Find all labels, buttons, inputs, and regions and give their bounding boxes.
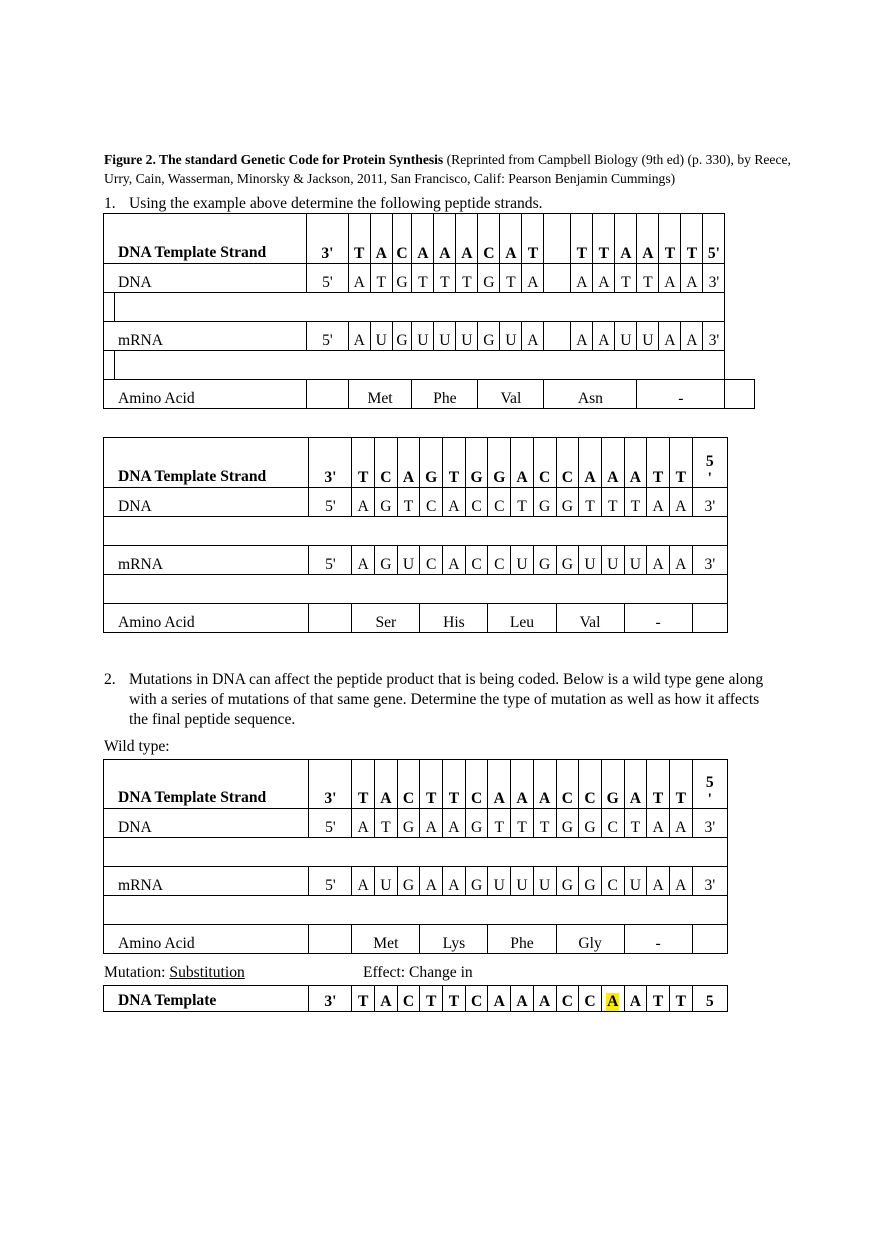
mrna-row: [104, 867, 728, 896]
base: G: [556, 809, 579, 838]
base: A: [669, 809, 692, 838]
base: T: [500, 264, 522, 293]
end-3-prime: 3': [692, 546, 727, 575]
base: T: [397, 488, 420, 517]
spacer-cell: [104, 575, 728, 604]
base: G: [420, 438, 443, 488]
end-5-prime: 5 ': [692, 760, 727, 809]
spacer-cell: [104, 838, 728, 867]
base: A: [669, 867, 692, 896]
base: C: [478, 214, 500, 264]
base: G: [556, 488, 579, 517]
genetic-table-2: [103, 437, 728, 633]
base: G: [579, 809, 602, 838]
genetic-table-1: [103, 213, 755, 409]
amino-acid: His: [420, 604, 488, 633]
base: T: [669, 986, 692, 1012]
empty-cell: [309, 925, 352, 954]
end-3-prime: 3': [692, 809, 727, 838]
base: U: [397, 546, 420, 575]
base: C: [556, 438, 579, 488]
base: A: [375, 760, 398, 809]
base: C: [397, 986, 420, 1012]
amino-acid: Lys: [420, 925, 488, 954]
base: A: [669, 546, 692, 575]
base: G: [397, 809, 420, 838]
end-3-prime: 3': [307, 214, 349, 264]
base: A: [352, 867, 375, 896]
mutation-effect: Effect: Change in: [363, 964, 473, 981]
spacer-mark: [104, 293, 115, 321]
base: A: [443, 488, 466, 517]
wild-type-label: Wild type:: [104, 738, 170, 755]
amino-acid-row: [104, 925, 728, 954]
base: C: [375, 438, 398, 488]
base: T: [443, 760, 466, 809]
end-3-prime: 3': [703, 322, 725, 351]
base: A: [624, 760, 647, 809]
base: G: [465, 809, 488, 838]
base: T: [420, 986, 443, 1012]
base: T: [669, 760, 692, 809]
base: T: [615, 264, 637, 293]
base: T: [647, 986, 670, 1012]
base: A: [375, 986, 398, 1012]
base: A: [456, 214, 478, 264]
spacer-row: [104, 293, 755, 322]
question-1-text: Using the example above determine the following peptide strands.: [129, 195, 543, 212]
dna-row: [104, 809, 728, 838]
base: C: [465, 760, 488, 809]
end-3-prime: 3': [309, 438, 352, 488]
base: C: [579, 760, 602, 809]
base: U: [511, 867, 534, 896]
base: T: [370, 264, 392, 293]
base: U: [456, 322, 478, 351]
base: G: [488, 438, 511, 488]
mutation-highlight: A: [607, 993, 619, 1010]
caption-bold: Figure 2. The standard Genetic Code for Protein Synthesis: [104, 152, 444, 167]
base: A: [370, 214, 392, 264]
row-label-dna: DNA: [104, 809, 309, 838]
base: U: [488, 867, 511, 896]
row-label-amino-acid: Amino Acid: [104, 604, 309, 633]
figure-caption: [104, 150, 794, 188]
base: T: [593, 214, 615, 264]
row-label-dna: DNA: [104, 264, 307, 293]
base: T: [522, 214, 544, 264]
stop-codon: -: [624, 925, 692, 954]
row-label-template: DNA Template Strand: [104, 214, 307, 264]
base: A: [522, 322, 544, 351]
base: A: [511, 760, 534, 809]
end-5-prime: 5': [309, 488, 352, 517]
question-2: [104, 670, 774, 730]
base: T: [659, 214, 681, 264]
base: A: [511, 438, 534, 488]
row-label-template: DNA Template Strand: [104, 438, 309, 488]
base: A: [533, 986, 556, 1012]
base: T: [434, 264, 456, 293]
base: A: [571, 322, 593, 351]
base: T: [647, 760, 670, 809]
base: T: [412, 264, 434, 293]
template-strand-row: [104, 986, 728, 1012]
base-mutated: [601, 986, 624, 1012]
row-label-template: DNA Template Strand: [104, 760, 309, 809]
base: A: [647, 546, 670, 575]
amino-acid: Ser: [352, 604, 420, 633]
base: G: [478, 322, 500, 351]
amino-acid-row: [104, 380, 755, 409]
spacer-cell: [104, 896, 728, 925]
end-3-prime: 3': [309, 760, 352, 809]
base: A: [659, 264, 681, 293]
template-strand-row: [104, 214, 755, 264]
base: T: [443, 986, 466, 1012]
row-label-mrna: mRNA: [104, 322, 307, 351]
base: C: [465, 488, 488, 517]
base: A: [397, 438, 420, 488]
base: A: [348, 264, 370, 293]
spacer-row: [104, 896, 728, 925]
base: A: [624, 438, 647, 488]
base: G: [375, 546, 398, 575]
base: A: [637, 214, 659, 264]
base: C: [601, 867, 624, 896]
spacer-cell: [104, 293, 725, 322]
end-5-prime: 5': [309, 546, 352, 575]
mutation-label: Mutation:: [104, 964, 170, 981]
base: A: [522, 264, 544, 293]
base: U: [511, 546, 534, 575]
base: A: [511, 986, 534, 1012]
base: A: [348, 322, 370, 351]
base: T: [579, 488, 602, 517]
base: T: [601, 488, 624, 517]
base: A: [601, 438, 624, 488]
end-5-prime: 5: [692, 986, 727, 1012]
base: A: [681, 322, 703, 351]
base: C: [465, 546, 488, 575]
base: T: [637, 264, 659, 293]
base: A: [420, 809, 443, 838]
base: G: [601, 760, 624, 809]
mrna-row: [104, 546, 728, 575]
base: A: [434, 214, 456, 264]
base: A: [488, 986, 511, 1012]
amino-acid: Met: [348, 380, 412, 409]
dna-row: [104, 488, 728, 517]
base: G: [556, 867, 579, 896]
base: T: [352, 760, 375, 809]
base: G: [556, 546, 579, 575]
end-5-prime: 5': [307, 264, 349, 293]
base: C: [397, 760, 420, 809]
base: A: [488, 760, 511, 809]
empty-cell: [725, 380, 755, 409]
stop-codon: -: [637, 380, 725, 409]
base: U: [533, 867, 556, 896]
base: C: [556, 760, 579, 809]
base: A: [352, 488, 375, 517]
base: T: [443, 438, 466, 488]
base: A: [624, 986, 647, 1012]
base: U: [579, 546, 602, 575]
base: C: [579, 986, 602, 1012]
base: A: [352, 546, 375, 575]
base: U: [375, 867, 398, 896]
base: A: [647, 809, 670, 838]
base: T: [571, 214, 593, 264]
base: T: [647, 438, 670, 488]
base: A: [443, 546, 466, 575]
base: A: [681, 264, 703, 293]
base: T: [488, 809, 511, 838]
amino-acid-row: [104, 604, 728, 633]
base: C: [392, 214, 412, 264]
amino-acid: Asn: [544, 380, 637, 409]
empty-cell: [307, 380, 349, 409]
amino-acid: Met: [352, 925, 420, 954]
base: T: [624, 488, 647, 517]
empty-cell: [692, 925, 727, 954]
end-5-prime: 5 ': [692, 438, 727, 488]
amino-acid: Val: [478, 380, 544, 409]
question-1-number: 1.: [104, 195, 116, 212]
base: C: [556, 986, 579, 1012]
base: G: [465, 867, 488, 896]
base: A: [443, 867, 466, 896]
base: A: [669, 488, 692, 517]
empty-cell: [692, 604, 727, 633]
base: A: [593, 264, 615, 293]
base: U: [624, 867, 647, 896]
question-1: [104, 194, 543, 214]
base: C: [533, 438, 556, 488]
row-label-mrna: mRNA: [104, 867, 309, 896]
end-5-prime: 5': [309, 867, 352, 896]
base: A: [647, 867, 670, 896]
base: U: [637, 322, 659, 351]
base: A: [443, 809, 466, 838]
spacer-mark: [104, 351, 115, 379]
base: G: [533, 546, 556, 575]
base: U: [500, 322, 522, 351]
base: T: [669, 438, 692, 488]
base: A: [579, 438, 602, 488]
base: A: [571, 264, 593, 293]
end-5-prime: 5': [307, 322, 349, 351]
caption-rest: (Reprinted from Campbell Biology (9th ed) (p. 330), by Reece, Urry, Cain, Wasserman, Minorsky & Jackson, 2011, San Francisco, Calif: Pearson Benjamin Cummings): [104, 152, 791, 186]
base: T: [352, 438, 375, 488]
base: U: [624, 546, 647, 575]
base: [544, 214, 571, 264]
base: T: [624, 809, 647, 838]
base: C: [488, 488, 511, 517]
base: G: [465, 438, 488, 488]
end-5-prime: 5': [703, 214, 725, 264]
amino-acid: Val: [556, 604, 624, 633]
mutation-type: [104, 964, 245, 982]
base: C: [420, 546, 443, 575]
base: T: [681, 214, 703, 264]
amino-acid: Phe: [412, 380, 478, 409]
question-2-number: 2.: [104, 671, 116, 688]
end-3-prime: 3': [692, 867, 727, 896]
row-label-mrna: mRNA: [104, 546, 309, 575]
spacer-row: [104, 517, 728, 546]
stop-codon: -: [624, 604, 692, 633]
base: C: [488, 546, 511, 575]
amino-acid: Gly: [556, 925, 624, 954]
mrna-row: [104, 322, 755, 351]
base: C: [465, 986, 488, 1012]
base: G: [392, 322, 412, 351]
empty-cell: [309, 604, 352, 633]
base: A: [593, 322, 615, 351]
dna-row: [104, 264, 755, 293]
base: G: [478, 264, 500, 293]
base: A: [500, 214, 522, 264]
mutation-type-value: Substitution: [169, 964, 245, 981]
base: A: [412, 214, 434, 264]
base: U: [615, 322, 637, 351]
base: T: [533, 809, 556, 838]
genetic-table-3: [103, 759, 728, 954]
base: A: [615, 214, 637, 264]
spacer-row: [104, 351, 755, 380]
base: T: [375, 809, 398, 838]
spacer-cell: [104, 517, 728, 546]
spacer-row: [104, 575, 728, 604]
base: A: [659, 322, 681, 351]
end-3-prime: 3': [692, 488, 727, 517]
base: G: [533, 488, 556, 517]
base: T: [352, 986, 375, 1012]
end-3-prime: 3': [309, 986, 352, 1012]
amino-acid: Phe: [488, 925, 556, 954]
base: A: [647, 488, 670, 517]
base: C: [601, 809, 624, 838]
base: C: [420, 488, 443, 517]
base: T: [456, 264, 478, 293]
base: U: [412, 322, 434, 351]
base: [544, 264, 571, 293]
base: T: [348, 214, 370, 264]
base: T: [511, 488, 534, 517]
base: A: [352, 809, 375, 838]
row-label-amino-acid: Amino Acid: [104, 380, 307, 409]
base: A: [533, 760, 556, 809]
base: A: [420, 867, 443, 896]
spacer-row: [104, 838, 728, 867]
spacer-cell: [104, 351, 725, 380]
amino-acid: Leu: [488, 604, 556, 633]
template-strand-row: [104, 438, 728, 488]
template-strand-row: [104, 760, 728, 809]
base: T: [511, 809, 534, 838]
base: G: [579, 867, 602, 896]
base: G: [375, 488, 398, 517]
base: U: [601, 546, 624, 575]
base: U: [434, 322, 456, 351]
base: T: [420, 760, 443, 809]
end-5-prime: 5': [309, 809, 352, 838]
row-label-template: DNA Template: [104, 986, 309, 1012]
row-label-dna: DNA: [104, 488, 309, 517]
question-2-text: Mutations in DNA can affect the peptide product that is being coded. Below is a wild type gene along with a series of mutations of that same gene. Determine the type of mutation as well as how it affects the final peptide sequence.: [129, 671, 764, 728]
base: [544, 322, 571, 351]
base: G: [397, 867, 420, 896]
end-3-prime: 3': [703, 264, 725, 293]
genetic-table-4: [103, 985, 728, 1012]
base: U: [370, 322, 392, 351]
row-label-amino-acid: Amino Acid: [104, 925, 309, 954]
base: G: [392, 264, 412, 293]
